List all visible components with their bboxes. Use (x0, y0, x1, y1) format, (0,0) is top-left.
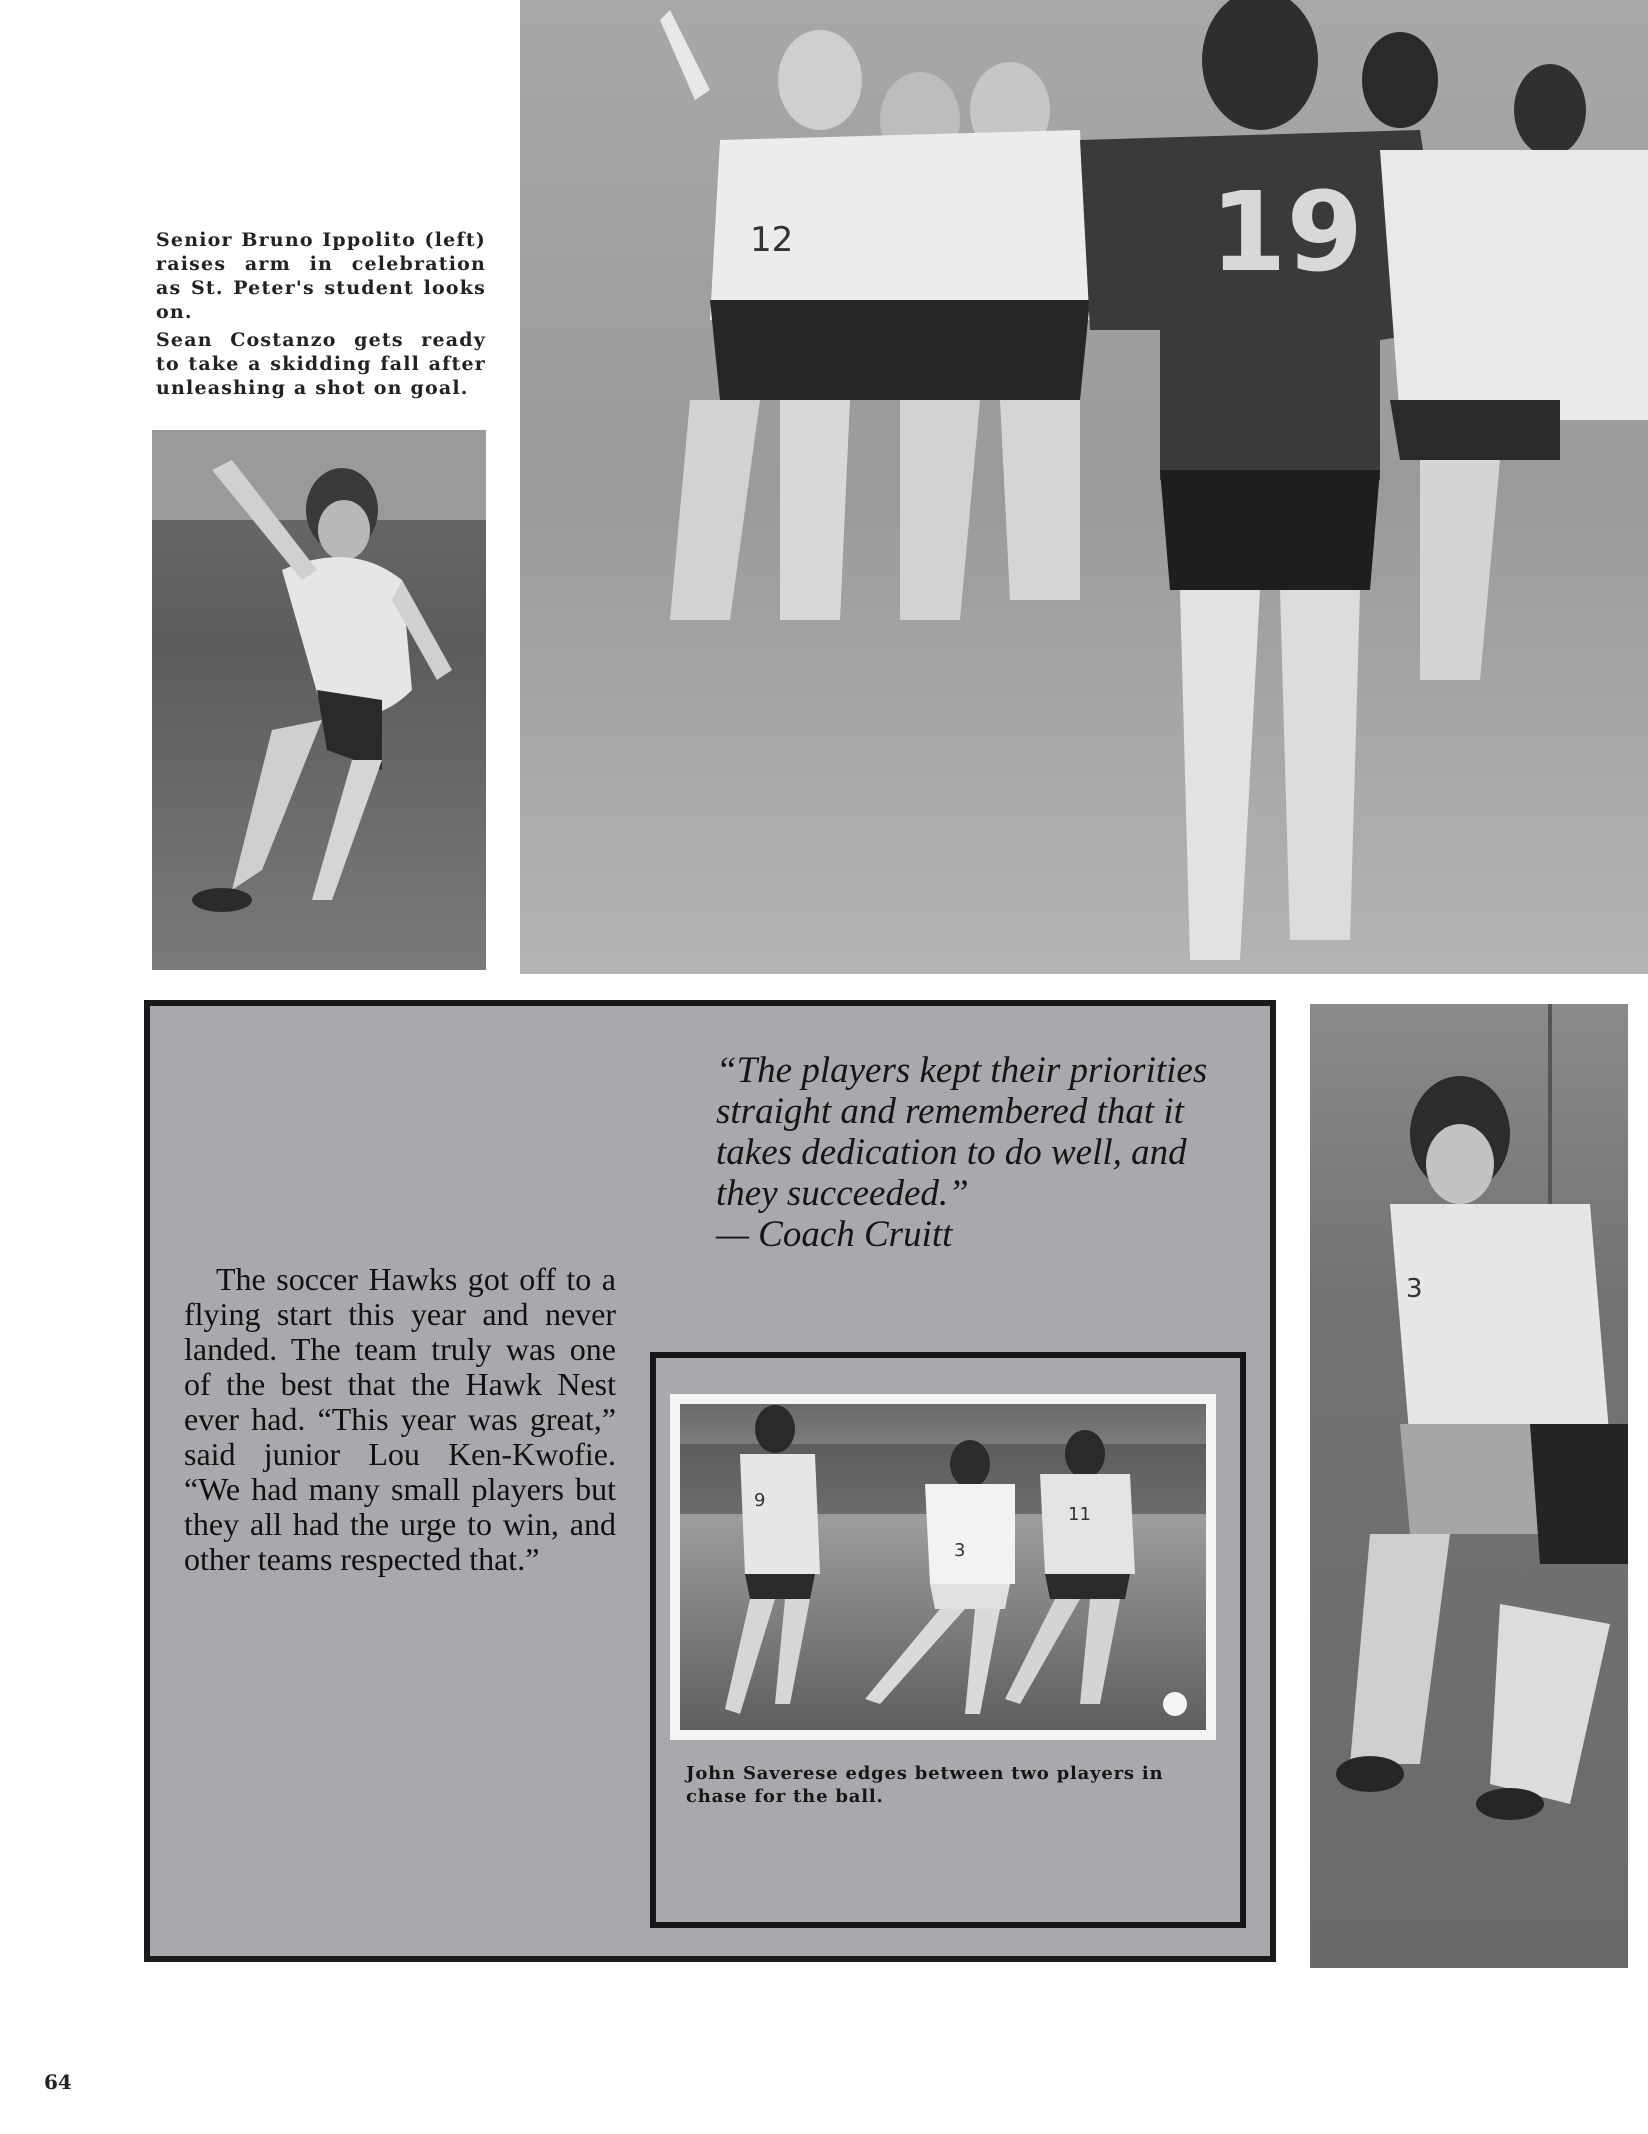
jersey-number-9: 9 (754, 1490, 766, 1511)
jersey-number-19: 19 (1210, 168, 1364, 296)
jersey-number-11: 11 (1068, 1504, 1091, 1525)
saverese-caption: John Saverese edges between two players in chase for the ball. (686, 1763, 1164, 1807)
inner-photo-frame (670, 1394, 1216, 1740)
jersey-number-3-inner: 3 (954, 1540, 966, 1561)
page-number: 64 (44, 2070, 72, 2094)
jersey-number-3-right: 3 (1406, 1274, 1423, 1304)
coach-quote (716, 1050, 1236, 1255)
right-player-photo (1310, 1004, 1628, 1968)
quote-attribution: — Coach Cruitt (716, 1214, 953, 1255)
saverese-photo (680, 1404, 1206, 1730)
story-body: The soccer Hawks got off to a flying start this year and never landed. The team truly was one of the best that the Hawk Nest ever had. “This year was great,” said junior Lou Ken-Kwofie. “We had many small players but they all had the urge to win, and other teams respected that.” (184, 1261, 616, 1577)
quote-text: “The players kept their priorities straight and remembered that it takes dedication to do well, and they succeeded.” (716, 1050, 1208, 1214)
ippolito-caption: Senior Bruno Ippolito (left) raises arm in celebration as St. Peter's student looks on. (156, 229, 486, 323)
costanzo-caption: Sean Costanzo gets ready to take a skidding fall after unleashing a shot on goal. (156, 329, 486, 399)
costanzo-kick-photo (152, 430, 486, 970)
celebration-photo (520, 0, 1648, 974)
jersey-number-12: 12 (750, 220, 794, 260)
